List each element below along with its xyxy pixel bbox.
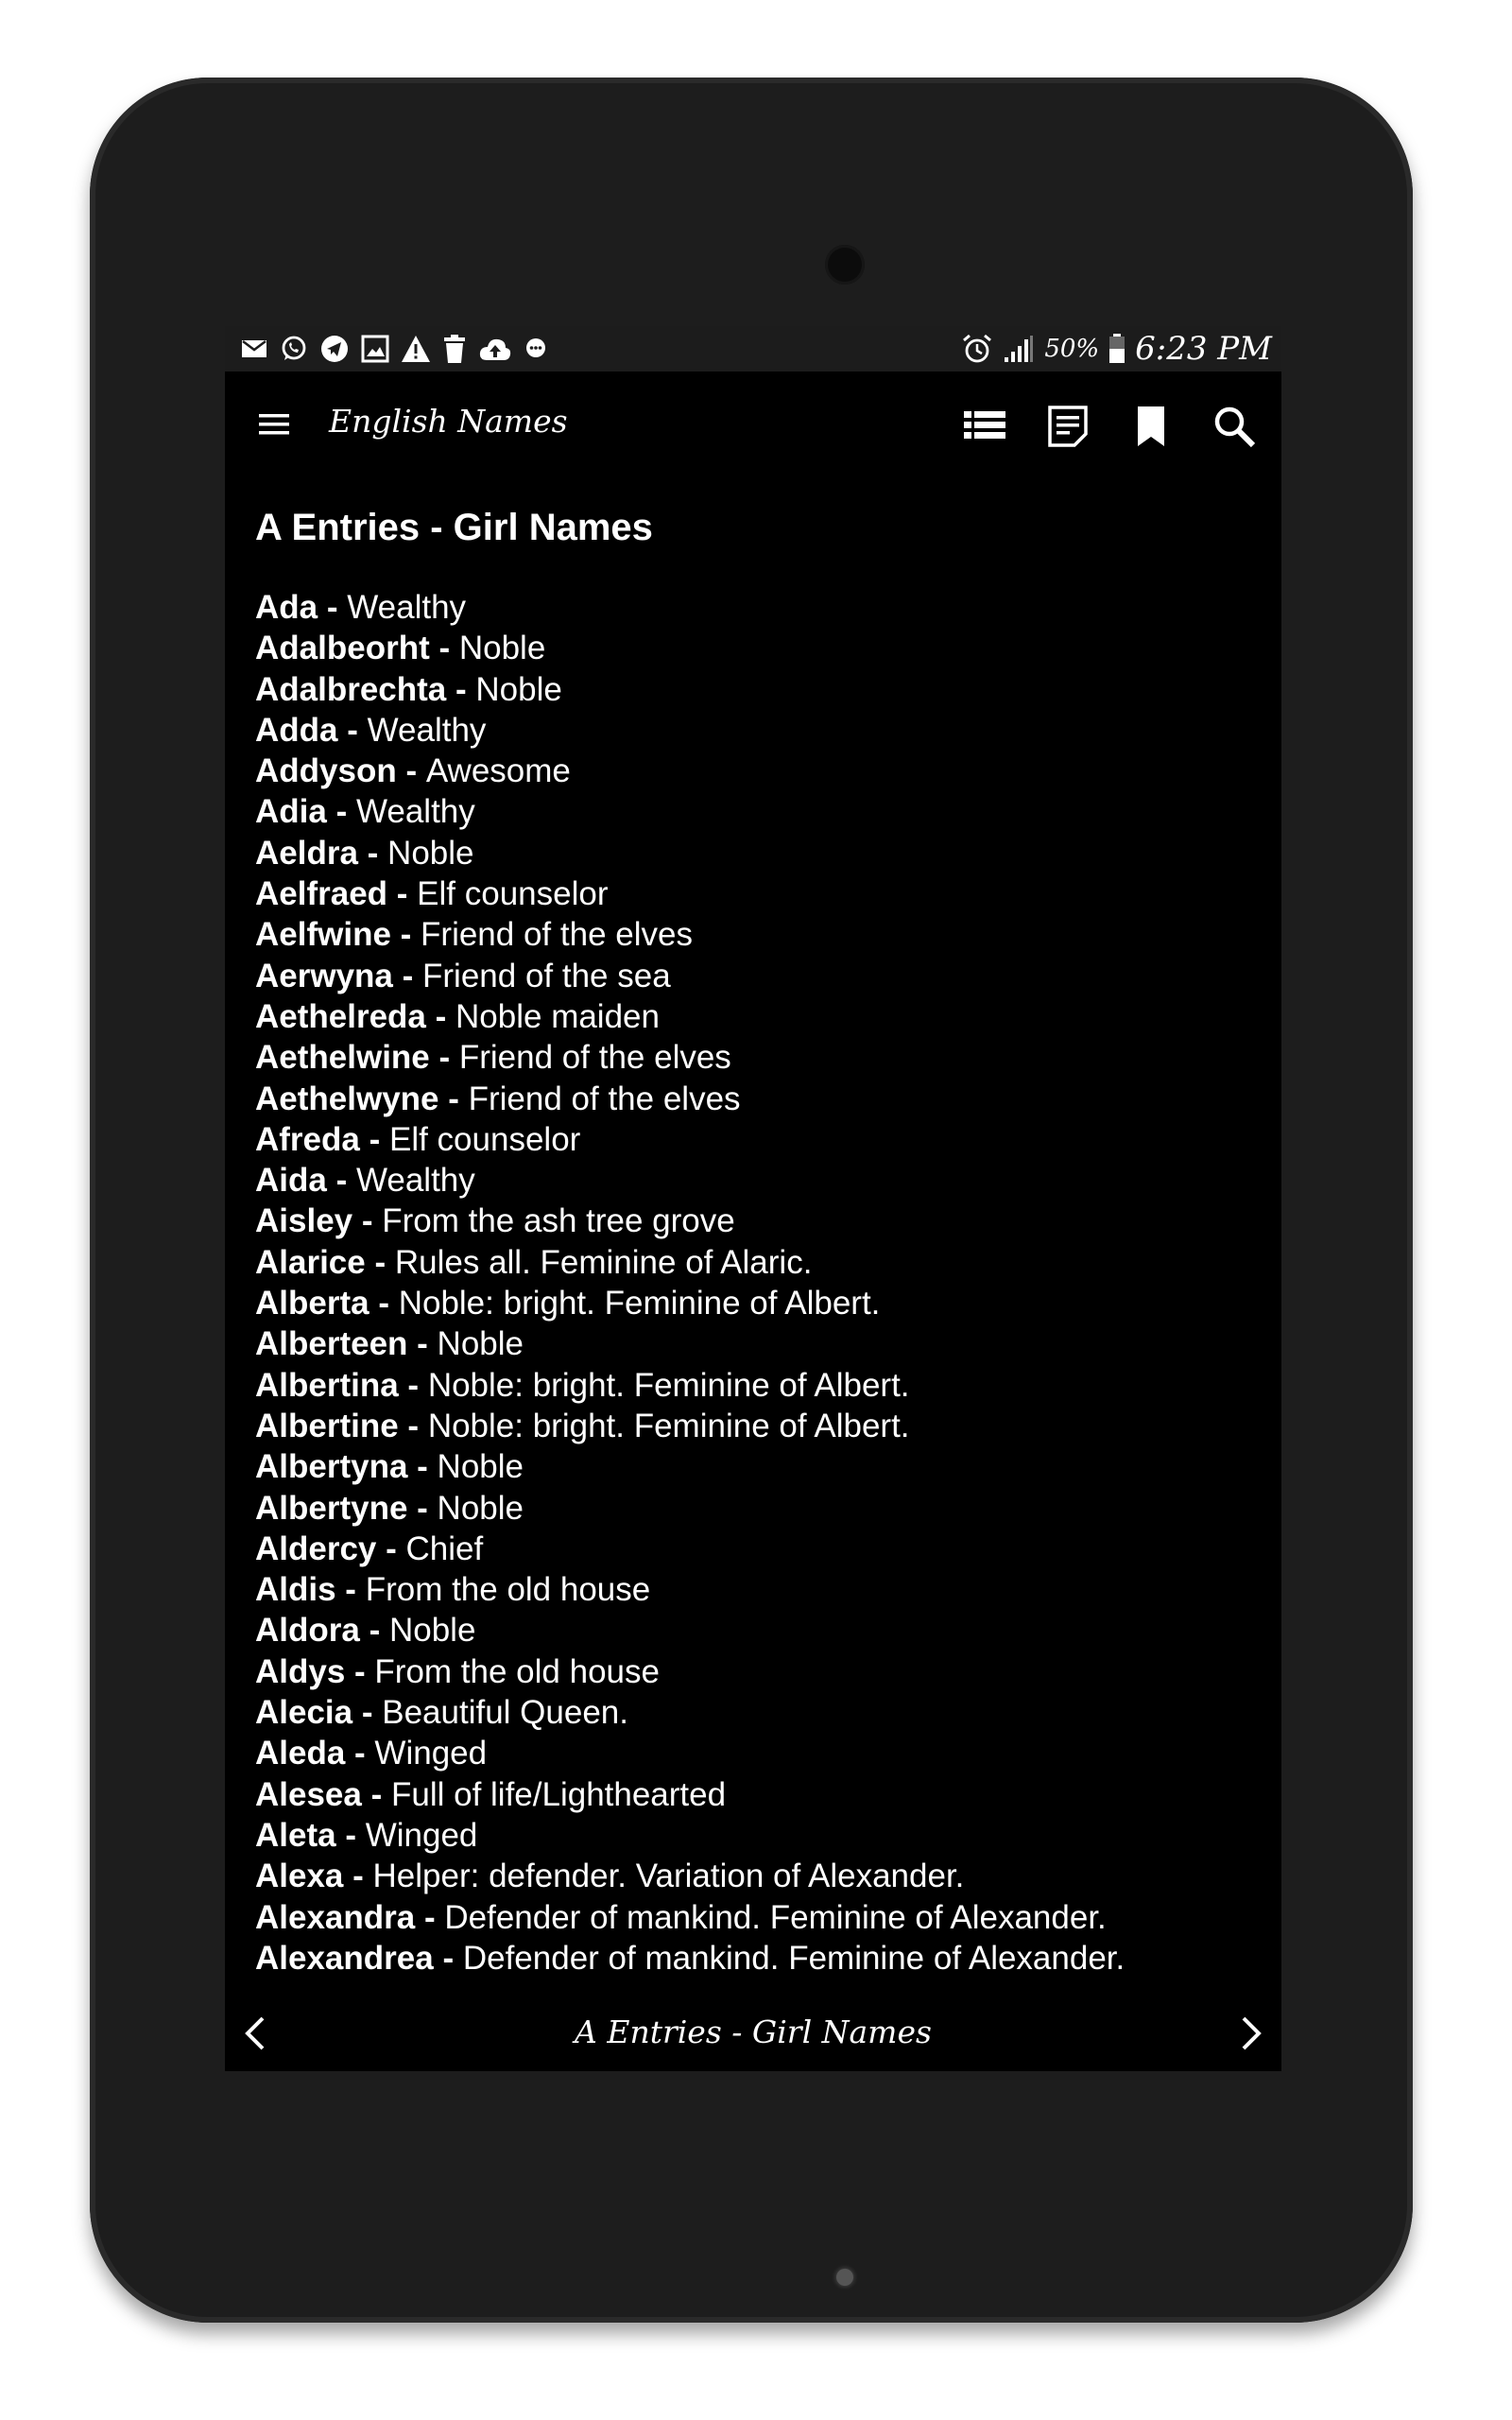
entry-meaning: From the old house — [365, 1571, 651, 1609]
clock: 6:23 PM — [1135, 330, 1272, 368]
entry-separator: - — [376, 1530, 406, 1567]
note-icon[interactable] — [1045, 404, 1091, 449]
entry-separator: - — [407, 1489, 438, 1527]
notification-icons — [240, 334, 548, 364]
list-item — [255, 996, 1266, 1037]
entry-meaning: Wealthy — [355, 1162, 475, 1200]
entry-name: Aldercy — [255, 1530, 377, 1567]
entry-name: Ada — [255, 589, 318, 626]
list-item — [255, 791, 1266, 832]
entry-meaning: Friend of the elves — [421, 916, 693, 954]
entry-separator: - — [398, 1407, 428, 1444]
home-indicator — [836, 2269, 853, 2286]
list-item — [255, 628, 1266, 668]
entry-meaning: Elf counselor — [388, 1120, 581, 1158]
alarm-icon — [961, 333, 993, 365]
entry-name: Aleta — [255, 1816, 336, 1854]
entry-separator: - — [415, 1898, 445, 1936]
entry-separator: - — [365, 1243, 395, 1281]
device-screen — [225, 326, 1281, 2071]
front-camera — [825, 245, 865, 285]
entry-separator: - — [446, 670, 476, 708]
entry-meaning: Noble — [475, 670, 562, 708]
entry-meaning: Awesome — [425, 752, 571, 790]
list-item — [255, 710, 1266, 751]
entry-name: Alexa — [255, 1858, 344, 1895]
entry-meaning: Defender of mankind. Feminine of Alexander. — [444, 1898, 1107, 1936]
whatsapp-icon — [280, 335, 308, 363]
entry-meaning: Defender of mankind. Feminine of Alexander. — [462, 1939, 1125, 1977]
entry-separator: - — [352, 1202, 383, 1240]
list-item — [255, 1160, 1266, 1201]
entry-separator: - — [345, 1652, 375, 1690]
list-item — [255, 1242, 1266, 1283]
entry-meaning: Noble: bright. Feminine of Albert. — [427, 1407, 910, 1444]
list-item — [255, 1774, 1266, 1815]
entry-separator: - — [335, 1571, 366, 1609]
list-item — [255, 1651, 1266, 1692]
list-item — [255, 1365, 1266, 1406]
entry-name: Alberteen — [255, 1325, 408, 1363]
entry-meaning: Noble maiden — [455, 997, 660, 1035]
list-item — [255, 751, 1266, 791]
entry-meaning: Noble — [437, 1448, 524, 1486]
entry-separator: - — [345, 1735, 375, 1772]
warning-icon — [401, 335, 431, 363]
battery-percent: 50% — [1044, 335, 1100, 363]
entry-separator: - — [335, 1816, 366, 1854]
entry-name: Adalbeorht — [255, 630, 430, 667]
entry-separator: - — [396, 752, 426, 790]
entry-meaning: Full of life/Lighthearted — [390, 1775, 727, 1813]
entry-meaning: Friend of the elves — [468, 1080, 741, 1117]
status-right — [961, 326, 1272, 372]
entry-separator: - — [429, 630, 459, 667]
entry-meaning: Beautiful Queen. — [382, 1694, 628, 1732]
status-bar — [225, 326, 1281, 372]
entry-meaning: Noble — [437, 1489, 524, 1527]
list-item — [255, 833, 1266, 873]
list-item — [255, 1446, 1266, 1487]
entry-separator: - — [392, 957, 423, 994]
entry-meaning: Wealthy — [367, 711, 487, 749]
content-area — [255, 504, 1266, 1979]
entry-separator: - — [359, 1612, 389, 1650]
list-item — [255, 1323, 1266, 1364]
entry-name: Aethelwyne — [255, 1080, 439, 1117]
entry-name: Aldys — [255, 1652, 346, 1690]
list-icon[interactable] — [962, 404, 1007, 449]
entry-meaning: Wealthy — [347, 589, 467, 626]
entry-separator: - — [357, 834, 388, 872]
entry-meaning: Winged — [374, 1735, 488, 1772]
entry-name: Adalbrechta — [255, 670, 447, 708]
entry-name: Aethelreda — [255, 997, 426, 1035]
entry-name: Alesea — [255, 1775, 362, 1813]
entry-name: Aida — [255, 1162, 327, 1200]
entry-name: Aelfraed — [255, 875, 388, 913]
list-item — [255, 1119, 1266, 1160]
entry-separator: - — [359, 1120, 389, 1158]
mail-icon — [240, 337, 268, 360]
entry-name: Addyson — [255, 752, 397, 790]
entry-name: Aethelwine — [255, 1039, 430, 1077]
entry-separator: - — [387, 875, 418, 913]
entry-separator: - — [326, 1162, 356, 1200]
list-item — [255, 1283, 1266, 1323]
entry-name: Afreda — [255, 1120, 360, 1158]
entry-separator: - — [429, 1039, 459, 1077]
list-item — [255, 1201, 1266, 1241]
entry-name: Aleda — [255, 1735, 346, 1772]
entry-separator: - — [425, 997, 456, 1035]
entry-name: Aldora — [255, 1612, 360, 1650]
list-item — [255, 1856, 1266, 1896]
list-item — [255, 1079, 1266, 1119]
entry-separator: - — [438, 1080, 469, 1117]
footer-title: A Entries - Girl Names — [575, 2014, 932, 2050]
list-item — [255, 1815, 1266, 1856]
list-item — [255, 1406, 1266, 1446]
entry-meaning: From the ash tree grove — [382, 1202, 735, 1240]
entry-meaning: Friend of the sea — [422, 957, 671, 994]
entry-name: Albertina — [255, 1366, 399, 1404]
entry-meaning: Friend of the elves — [458, 1039, 731, 1077]
bookmark-icon[interactable] — [1128, 404, 1174, 449]
list-item — [255, 1529, 1266, 1569]
entry-separator: - — [390, 916, 421, 954]
entry-name: Albertyna — [255, 1448, 408, 1486]
entry-meaning: Winged — [365, 1816, 478, 1854]
entry-meaning: Noble — [437, 1325, 524, 1363]
entry-meaning: From the old house — [374, 1652, 660, 1690]
search-icon[interactable] — [1211, 404, 1257, 449]
list-item — [255, 1569, 1266, 1610]
list-item — [255, 587, 1266, 628]
list-item — [255, 1610, 1266, 1651]
entry-name: Aerwyna — [255, 957, 393, 994]
entry-name: Adia — [255, 793, 327, 831]
entry-separator: - — [407, 1325, 438, 1363]
entry-name: Albertyne — [255, 1489, 408, 1527]
entry-meaning: Noble: bright. Feminine of Albert. — [398, 1285, 881, 1322]
list-item — [255, 1037, 1266, 1078]
list-item — [255, 1938, 1266, 1979]
entry-meaning: Noble — [458, 630, 546, 667]
list-item — [255, 873, 1266, 914]
entry-name: Alexandrea — [255, 1939, 434, 1977]
image-icon — [361, 335, 389, 363]
entry-name: Adda — [255, 711, 338, 749]
chevron-right-icon[interactable] — [1227, 2011, 1272, 2056]
trash-icon — [442, 335, 467, 363]
cloud-upload-icon — [478, 336, 512, 362]
name-list — [255, 587, 1266, 1979]
list-item — [255, 956, 1266, 996]
entry-meaning: Noble: bright. Feminine of Albert. — [427, 1366, 910, 1404]
entry-meaning: Noble — [388, 1612, 476, 1650]
entry-name: Aldis — [255, 1571, 336, 1609]
list-item — [255, 669, 1266, 710]
page-heading: A Entries - Girl Names — [255, 507, 653, 548]
entry-separator: - — [407, 1448, 438, 1486]
entry-separator: - — [369, 1285, 399, 1322]
battery-icon — [1108, 334, 1125, 364]
entry-separator: - — [326, 793, 356, 831]
entry-name: Aisley — [255, 1202, 353, 1240]
entry-separator: - — [318, 589, 348, 626]
entry-name: Alberta — [255, 1285, 369, 1322]
entry-meaning: Wealthy — [355, 793, 475, 831]
entry-meaning: Noble — [387, 834, 474, 872]
app-bar — [225, 372, 1281, 479]
entry-name: Aeldra — [255, 834, 358, 872]
entry-separator: - — [361, 1775, 391, 1813]
entry-meaning: Chief — [405, 1530, 484, 1567]
entry-separator: - — [337, 711, 368, 749]
entry-name: Albertine — [255, 1407, 399, 1444]
list-item — [255, 914, 1266, 955]
entry-meaning: Helper: defender. Variation of Alexander. — [372, 1858, 965, 1895]
list-item — [255, 1733, 1266, 1773]
list-item — [255, 1488, 1266, 1529]
list-item — [255, 1897, 1266, 1938]
entry-name: Alecia — [255, 1694, 353, 1732]
telegram-icon — [319, 334, 350, 364]
entry-name: Alexandra — [255, 1898, 416, 1936]
app-title: English Names — [329, 403, 568, 440]
entry-name: Alarice — [255, 1243, 366, 1281]
entry-separator: - — [398, 1366, 428, 1404]
hamburger-menu-icon[interactable] — [255, 406, 293, 443]
list-item — [255, 1692, 1266, 1733]
signal-icon — [1003, 335, 1035, 363]
entry-separator: - — [352, 1694, 383, 1732]
entry-meaning: Rules all. Feminine of Alaric. — [394, 1243, 813, 1281]
entry-separator: - — [433, 1939, 463, 1977]
bottom-nav-bar — [225, 1994, 1281, 2071]
entry-name: Aelfwine — [255, 916, 391, 954]
entry-separator: - — [343, 1858, 373, 1895]
chat-bubble-icon — [524, 337, 548, 361]
entry-meaning: Elf counselor — [417, 875, 609, 913]
